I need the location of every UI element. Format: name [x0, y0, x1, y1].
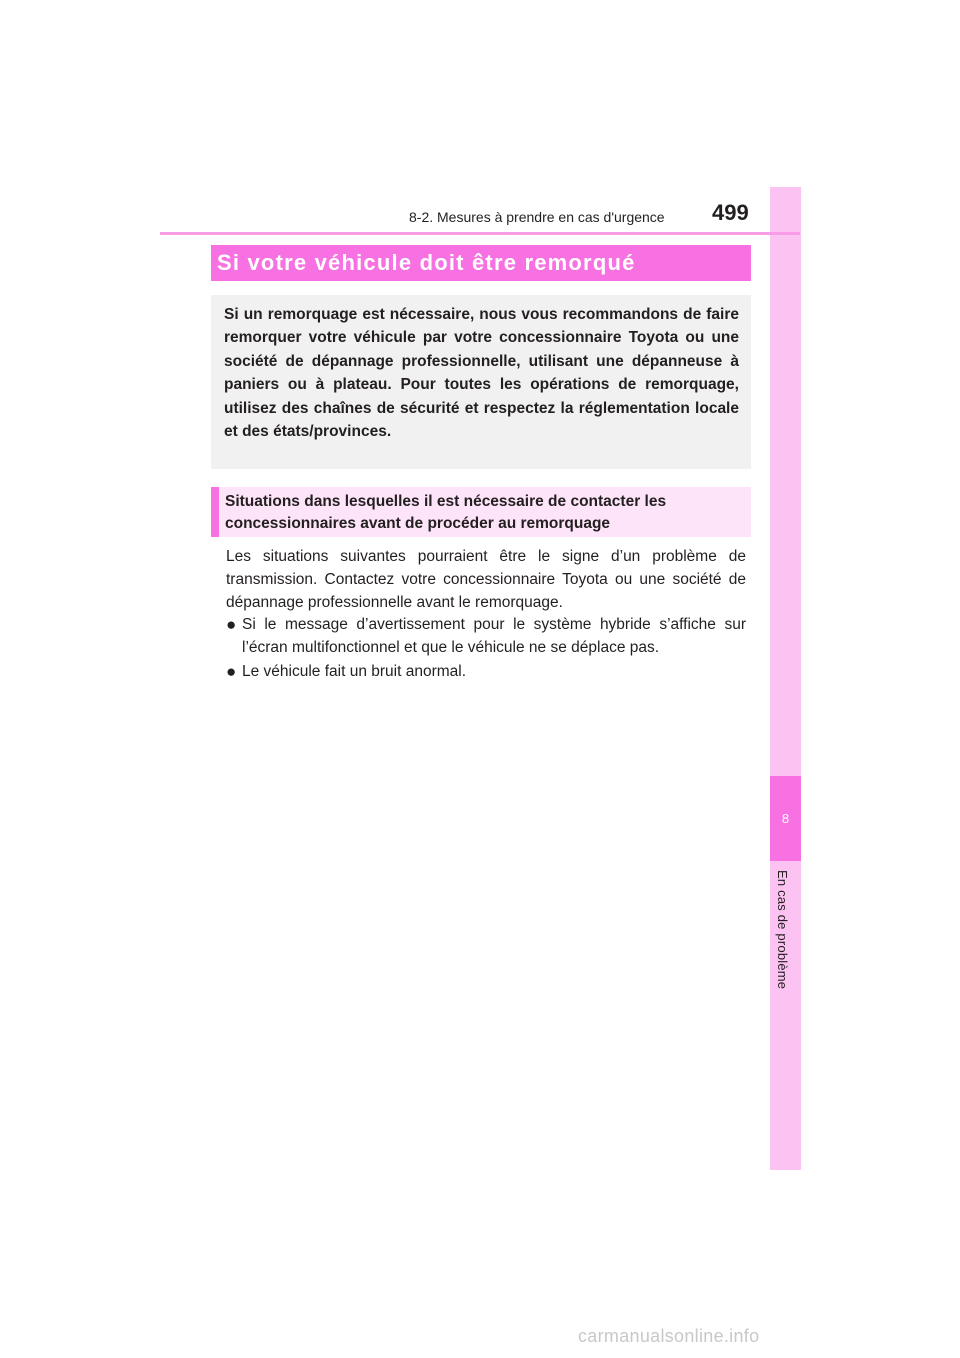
watermark: carmanualsonline.info [578, 1326, 760, 1346]
list-item-text: Le véhicule fait un bruit anormal. [242, 663, 467, 680]
list-item-text: Si le message d’avertissement pour le système hybride s’affiche sur l’écran multifonctionnel et que le véhicule ne se déplace pas. [242, 616, 746, 656]
page-title: Si votre véhicule doit être remorqué [217, 250, 636, 275]
bullet-icon: ● [226, 662, 237, 681]
page-number: 499 [712, 200, 749, 225]
body-paragraph: Les situations suivantes pourraient être le signe d’un problème de transmission. Contactez votre concessionnaire Toyota ou une société de dépannage professionnelle avant le remorquage. [226, 548, 746, 611]
list-item [226, 660, 746, 683]
subheading-bar [211, 487, 751, 537]
bullet-icon: ● [226, 615, 237, 634]
header-divider [160, 232, 800, 235]
header-section-title: 8-2. Mesures à prendre en cas d'urgence [409, 209, 665, 225]
title-bar [211, 245, 751, 281]
subheading-text: Situations dans lesquelles il est nécessaire de contacter les concessionnaires avant de procéder au remorquage [225, 493, 667, 532]
intro-text: Si un remorquage est nécessaire, nous vous recommandons de faire remorquer votre véhicule par votre concessionnaire Toyota ou une société de dépannage professionnelle, utilisant une dépanneuse à paniers ou à plateau. Pour toutes les opérations de remorquage, utilisez des chaînes de sécurité et respectez la réglementation locale et des états/provinces. [224, 306, 739, 441]
side-tab [770, 187, 801, 1170]
chapter-number: 8 [770, 776, 801, 861]
intro-box [211, 295, 751, 469]
list-item [226, 613, 746, 659]
chapter-label: En cas de problème [775, 870, 790, 990]
